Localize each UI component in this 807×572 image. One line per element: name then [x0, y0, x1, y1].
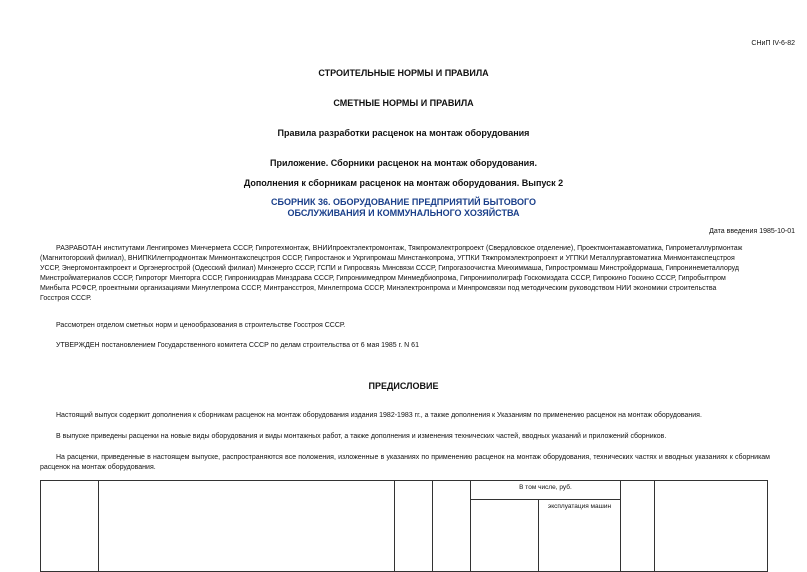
- table-cell: [654, 481, 767, 572]
- developed-line: Госстроя СССР.: [40, 295, 92, 302]
- including-label: В том числе, руб.: [519, 484, 572, 491]
- effective-date: Дата введения 1985-10-01: [709, 228, 795, 235]
- preface-paragraph-2: В выпуске приведены расценки на новые виды оборудования и виды монтажных работ, а также дополнения и изменения технических частей, вводных указаний и приложений сборников.: [56, 433, 667, 440]
- preface-paragraph-1: Настоящий выпуск содержит дополнения к сборникам расценок на монтаж оборудования издания 1982-1983 гг., а также дополнения к Указаниям по применению расценок на монтаж оборудования.: [56, 412, 702, 419]
- table-cell: [395, 481, 433, 572]
- title-rules: Правила разработки расценок на монтаж оборудования: [277, 128, 530, 138]
- developed-line: УССР, Энергомонтажпроект и Оргэнергострой (Одесский филиал) Минэнерго СССР, ГСПИ и Гипросвязь Минсвязи СССР, Гипрогазоочистка Минхиммаша, Гипростроммаш Минстройдормаша, Гипронинеметаллоруд: [40, 265, 740, 272]
- table-cell: [470, 500, 538, 572]
- table-header-machines: [538, 500, 620, 572]
- title-collection-line2: ОБСЛУЖИВАНИЯ И КОММУНАЛЬНОГО ХОЗЯЙСТВА: [287, 208, 520, 218]
- developed-line: Минбыта РСФСР, проектными организациями Минуглепрома СССР, Минтрансстроя, Минлегпрома СССР, Минэлектронпрома и Минпромсвязи под методическим руководством НИИ экономики строительства: [40, 285, 717, 292]
- table-cell: [621, 481, 654, 572]
- rates-table: [40, 480, 768, 572]
- approved-text: УТВЕРЖДЕН постановлением Государственного комитета СССР по делам строительства от 6 мая 1985 г. N 61: [56, 342, 419, 349]
- preface-heading: ПРЕДИСЛОВИЕ: [368, 381, 439, 391]
- title-appendix: Приложение. Сборники расценок на монтаж оборудования.: [270, 158, 537, 168]
- title-building-norms: СТРОИТЕЛЬНЫЕ НОРМЫ И ПРАВИЛА: [318, 68, 489, 78]
- machine-operation-label: эксплуатация машин: [547, 503, 612, 510]
- preface-paragraph-3: На расценки, приведенные в настоящем выпуске, распространяются все положения, изложенные в указаниях по применению расценок на монтаж оборудования, технических частях и вводных указаниях к сборникам расценок на монтаж оборудования.: [40, 454, 770, 471]
- reviewed-text: Рассмотрен отделом сметных норм и ценообразования в строительстве Госстроя СССР.: [56, 322, 346, 329]
- developed-line: Минстройматериалов СССР, Гипроторг Минторга СССР, Гипронииздрав Минздрава СССР, Гипрониимедпром Минмедбиопрома, Гипронииполиграф Госкомиздата СССР, Гипрокино Госкино СССР, Гипробытпром: [40, 275, 726, 282]
- table-cell: [41, 481, 99, 572]
- title-estimate-norms: СМЕТНЫЕ НОРМЫ И ПРАВИЛА: [333, 98, 474, 108]
- title-supplements: Дополнения к сборникам расценок на монтаж оборудования. Выпуск 2: [243, 178, 564, 188]
- developed-line: (Магнитогорский филиал), ВНИПКИлегпродмонтаж Минмонтажспецстроя СССР, Гипростанок и Укргипромаш Минстанкопрома, УГПКИ Тяжпромэлектропроект и УГПКИ Металлургавтоматика Минмонтажспецстроя: [40, 255, 735, 262]
- table-header-including: [470, 481, 620, 500]
- developed-line: РАЗРАБОТАН институтами Ленгипромез Минчермета СССР, Гипротехмонтаж, ВНИИпроектэлектромонтаж, Тяжпромэлектропроект (Свердловское отделение), Проектмонтажавтоматика, Гипрометаллургмонтаж: [56, 245, 743, 252]
- title-collection-line1: СБОРНИК 36. ОБОРУДОВАНИЕ ПРЕДПРИЯТИЙ БЫТОВОГО: [271, 197, 536, 207]
- developed-paragraph: [40, 244, 770, 304]
- table-cell: [99, 481, 395, 572]
- table-cell: [433, 481, 471, 572]
- document-code: СНиП IV-6-82: [751, 40, 795, 47]
